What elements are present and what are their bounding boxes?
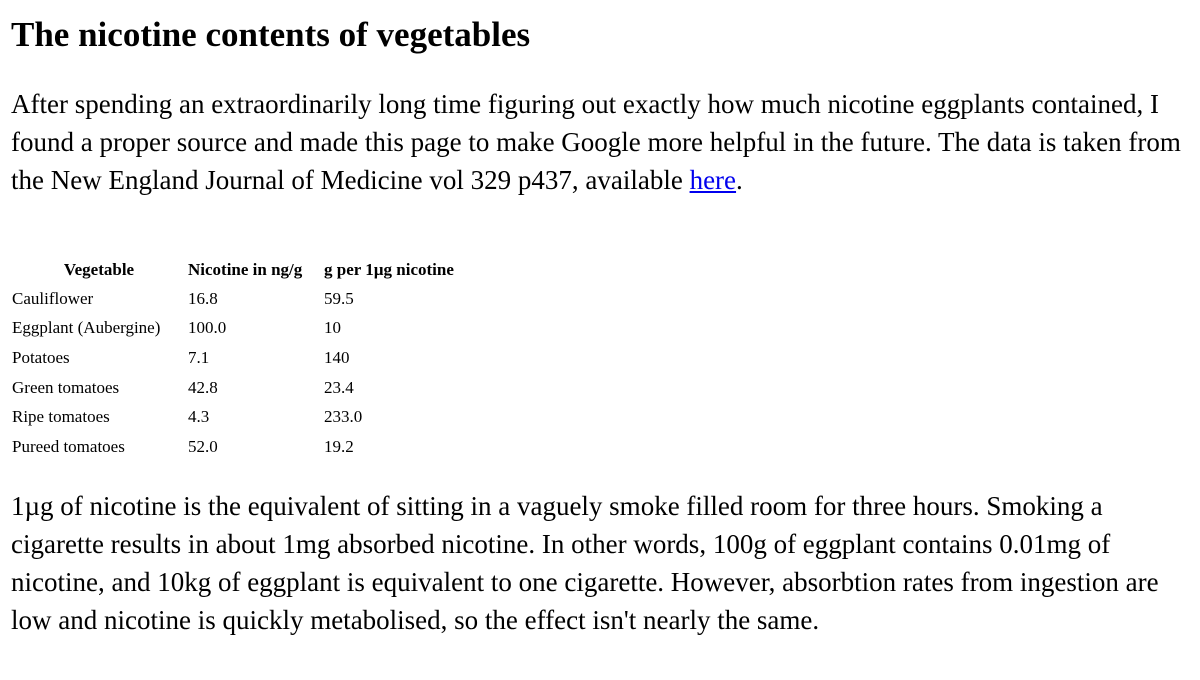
grams-cell: 59.5 (324, 288, 354, 308)
column-header-grams: g per 1µg nicotine (324, 259, 454, 279)
table-row (11, 343, 475, 373)
vegetable-cell: Eggplant (Aubergine) (12, 318, 161, 338)
vegetable-cell: Green tomatoes (12, 377, 120, 397)
intro-paragraph (11, 85, 1196, 199)
table-row (11, 402, 475, 432)
grams-cell: 140 (324, 347, 350, 367)
grams-cell: 23.4 (324, 377, 354, 397)
page-title: The nicotine contents of vegetables (11, 15, 531, 54)
nicotine-cell: 4.3 (188, 407, 210, 427)
column-header-nicotine: Nicotine in ng/g (188, 259, 303, 279)
table-row (11, 314, 475, 344)
vegetable-cell: Ripe tomatoes (12, 407, 110, 427)
grams-cell: 19.2 (324, 436, 354, 456)
nicotine-cell: 52.0 (188, 436, 218, 456)
intro-period: . (736, 165, 743, 195)
outro-paragraph: 1µg of nicotine is the equivalent of sitting in a vaguely smoke filled room for three hours. Smoking a cigarette results in about 1mg absorbed nicotine. In other words, 100g of eggplant contains 0.01mg of nicotine, and 10kg of eggplant is equivalent to one cigarette. However, absorbtion rates from ingestion are low and nicotine is quickly metabolised, so the effect isn't nearly the same. (11, 491, 1159, 635)
vegetable-cell: Pureed tomatoes (12, 436, 125, 456)
column-header-vegetable: Vegetable (63, 259, 135, 279)
nicotine-cell: 100.0 (188, 318, 227, 338)
grams-cell: 233.0 (324, 407, 363, 427)
nicotine-cell: 16.8 (188, 288, 218, 308)
grams-cell: 10 (324, 318, 341, 338)
nicotine-cell: 7.1 (188, 347, 210, 367)
intro-text: After spending an extraordinarily long time figuring out exactly how much nicotine eggplants contained, I found a proper source and made this page to make Google more helpful in the future. The data is taken from the New England Journal of Medicine vol 329 p437, available (11, 89, 1181, 195)
source-link[interactable]: here (689, 165, 737, 195)
table-row (11, 432, 475, 462)
table-header-row (11, 255, 475, 284)
nicotine-cell: 42.8 (188, 377, 218, 397)
vegetable-cell: Cauliflower (12, 288, 94, 308)
vegetable-cell: Potatoes (12, 347, 70, 367)
table-row (11, 284, 475, 314)
table-row (11, 373, 475, 403)
nicotine-table (11, 255, 475, 462)
